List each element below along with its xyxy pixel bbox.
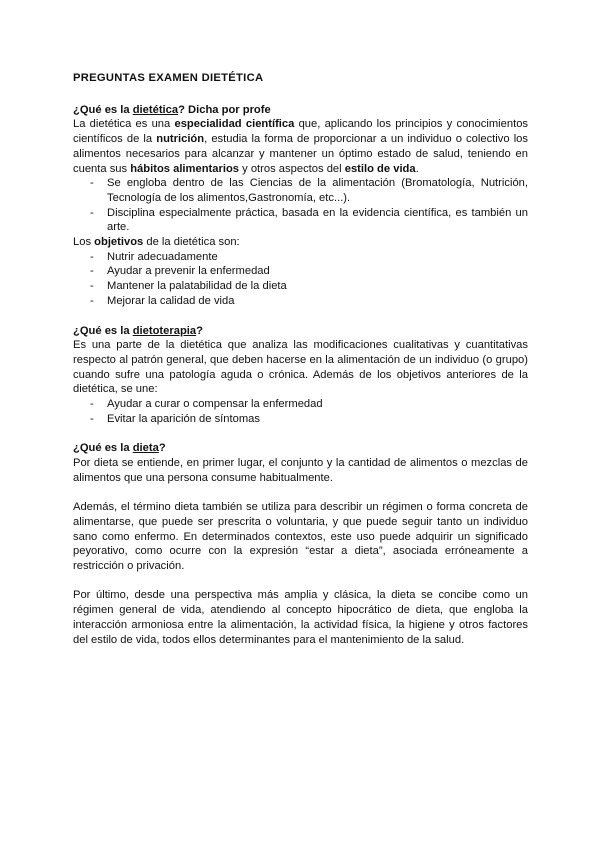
paragraph-definition-dietoterapia: Es una parte de la dietética que analiza las modificaciones cualitativas y cuantitativas respecto al patrón general, que deben hacerse en la alimentación de un individuo (o grupo) cuando sufre una patología aguda o crónica. Además de los objetivos anteriores de la dietética, se une: bbox=[73, 339, 528, 396]
question-prefix: ¿Qué es la bbox=[73, 442, 133, 455]
question-dietoterapia bbox=[73, 324, 528, 339]
question-term: dietética bbox=[132, 103, 179, 116]
question-prefix: ¿Qué es la bbox=[73, 324, 133, 337]
text-run: que, aplicando los principios y conocimientos científicos de la bbox=[73, 118, 529, 146]
list-item: - Se engloba dentro de las Ciencias de la alimentación (Bromatología, Nutrición, Tecnología de los alimentos,Gastronomía, etc...). bbox=[73, 176, 528, 205]
list-item: - Mejorar la calidad de vida bbox=[73, 294, 528, 309]
bold-term: nutrición bbox=[156, 133, 205, 146]
question-term: dieta bbox=[132, 442, 159, 455]
text-run: y otros aspectos del bbox=[239, 162, 345, 175]
question-prefix: ¿Qué es la bbox=[73, 103, 133, 116]
bold-term: objetivos bbox=[94, 236, 144, 249]
text-run: , estudia la forma de proporcionar a un individuo o colectivo los alimentos necesarios para alcanzar y mantener un óptimo estado de salud, teniendo en cuenta sus bbox=[73, 133, 528, 175]
text-run: La dietética es una bbox=[73, 118, 175, 131]
paragraph-dieta-3: Por último, desde una perspectiva más amplia y clásica, la dieta se concibe como un régimen general de vida, atendiendo al concepto hipocrático de dieta, que engloba la interacción armoniosa entre la alimentación, la actividad física, la higiene y otros factores del estilo de vida, todos ellos determinantes para el mantenimiento de la salud. bbox=[73, 589, 528, 646]
text-run: de la dietética son: bbox=[143, 236, 240, 249]
bold-term: estilo de vida bbox=[344, 162, 416, 175]
paragraph-objetivos bbox=[73, 235, 528, 250]
bullet-list-dietetica bbox=[73, 176, 528, 235]
list-item: - Evitar la aparición de síntomas bbox=[73, 412, 528, 427]
question-suffix: ? bbox=[158, 442, 166, 455]
text-run: . bbox=[415, 162, 419, 175]
question-dieta bbox=[73, 441, 528, 456]
list-item: - Ayudar a prevenir la enfermedad bbox=[73, 264, 528, 279]
bullet-list-objetivos bbox=[73, 250, 528, 309]
document-body bbox=[73, 71, 528, 647]
question-suffix: ? bbox=[196, 324, 203, 337]
paragraph-dieta-1: Por dieta se entiende, en primer lugar, el conjunto y la cantidad de alimentos o mezclas de alimentos que una persona consume habitualmente. bbox=[73, 457, 528, 484]
bold-term: hábitos alimentarios bbox=[130, 162, 240, 175]
paragraph-definition-dietetica bbox=[73, 117, 528, 176]
question-term: dietoterapia bbox=[132, 324, 197, 337]
paragraph-dieta-2: Además, el término dieta también se utiliza para describir un régimen o forma concreta de alimentarse, que puede ser prescrita o voluntaria, y que puede seguir tanto un individuo sano como enfermo. En determinados contextos, este uso puede adquirir un significado peyorativo, como ocurre con la expresión “estar a dieta”, asociada erróneamente a restricción o privación. bbox=[73, 501, 528, 573]
list-item: - Ayudar a curar o compensar la enfermedad bbox=[73, 397, 528, 412]
document-title: PREGUNTAS EXAMEN DIETÉTICA bbox=[73, 72, 264, 84]
text-run: Los bbox=[73, 236, 95, 249]
bold-term: especialidad científica bbox=[174, 118, 295, 131]
list-item: - Mantener la palatabilidad de la dieta bbox=[73, 279, 528, 294]
question-suffix: ? Dicha por profe bbox=[178, 103, 271, 116]
bullet-list-dietoterapia bbox=[73, 397, 528, 426]
question-dietetica bbox=[73, 103, 528, 118]
list-item: - Disciplina especialmente práctica, basada en la evidencia científica, es también un arte. bbox=[73, 206, 528, 235]
list-item: - Nutrir adecuadamente bbox=[73, 250, 528, 265]
